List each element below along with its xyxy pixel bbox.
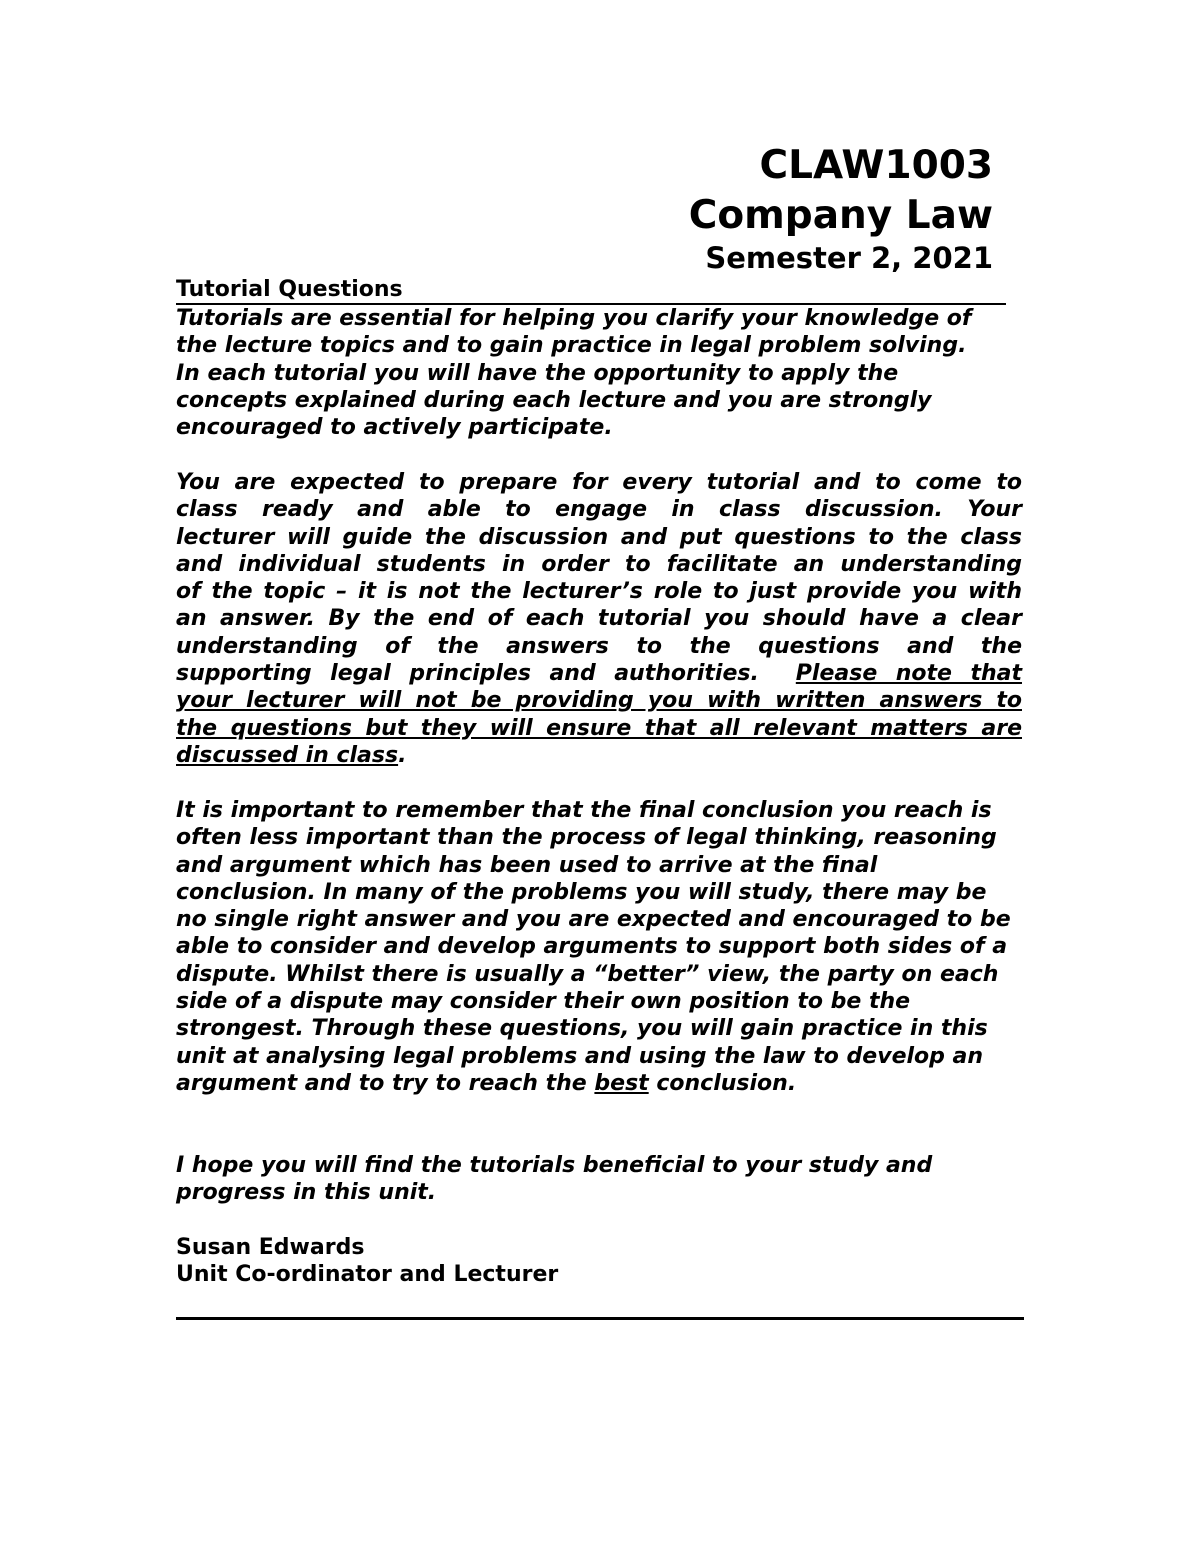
section-heading: Tutorial Questions: [176, 276, 1006, 305]
paragraph-line-mixed: [176, 742, 1022, 769]
paragraph-text: conclusion.: [648, 1070, 797, 1096]
signature-block: [176, 1234, 558, 1288]
paragraph-line: an answer. By the end of each tutorial you should have a clear: [176, 606, 1022, 632]
paragraph-line: class ready and able to engage in class discussion. Your: [176, 497, 1022, 523]
paragraph-line: of the topic – it is not the lecturer’s role to just provide you with: [176, 579, 1022, 605]
paragraph-line: You are expected to prepare for every tutorial and to come to: [176, 470, 1022, 495]
underlined-note: discussed in class: [176, 742, 399, 768]
paragraph-closing: I hope you will find the tutorials beneficial to your study and progress in this unit.: [176, 1153, 933, 1206]
paragraph-intro: Tutorials are essential for helping you clarify your knowledge of the lecture topics and to gain practice in legal problem solving. In each tutorial you will have the opportunity to apply the concepts explained during each lecture and you are strongly encouraged to actively participate.: [176, 306, 972, 441]
signatory-name: Susan Edwards: [176, 1235, 365, 1260]
signatory-role: Unit Co-ordinator and Lecturer: [176, 1262, 559, 1287]
paragraph-text: .: [398, 742, 407, 768]
underlined-note: your lecturer will not be providing you with written answers to: [176, 688, 1022, 714]
paragraph-text: It is important to remember that the final conclusion you reach is often less important than the process of legal thinking, reasoning and argument which has been used to arrive at the final conclusion. In many of the problems you will study, there may be no single right answer and you are expected and encouraged to be able to consider and develop arguments to support both sides of a dispute. Whilst there is usually a “better” view, the party on each side of a dispute may consider their own position to be the strongest. Through these questions, you will gain practice in this unit at analysing legal problems and using the law to develop an argument and to try to reach the: [176, 798, 1011, 1096]
underlined-note: the questions but they will ensure that all relevant matters are: [176, 715, 1022, 741]
underlined-note: Please note that: [795, 661, 1022, 687]
paragraph-line: lecturer will guide the discussion and put questions to the class: [176, 524, 1022, 550]
unit-code: CLAW1003: [759, 143, 993, 188]
unit-title: Company Law: [688, 193, 993, 238]
paragraph-line: and individual students in order to facilitate an understanding: [176, 551, 1022, 577]
paragraph-reasoning: [176, 797, 1022, 1097]
paragraph-line-mixed: [176, 660, 1022, 687]
paragraph-text: supporting legal principles and authorities.: [176, 661, 759, 687]
horizontal-rule: [176, 1317, 1024, 1320]
semester-label: Semester 2, 2021: [705, 241, 993, 275]
paragraph-preparation: [176, 469, 1022, 769]
paragraph-line: understanding of the answers to the questions and the: [176, 633, 1022, 659]
underlined-word: best: [594, 1070, 649, 1096]
